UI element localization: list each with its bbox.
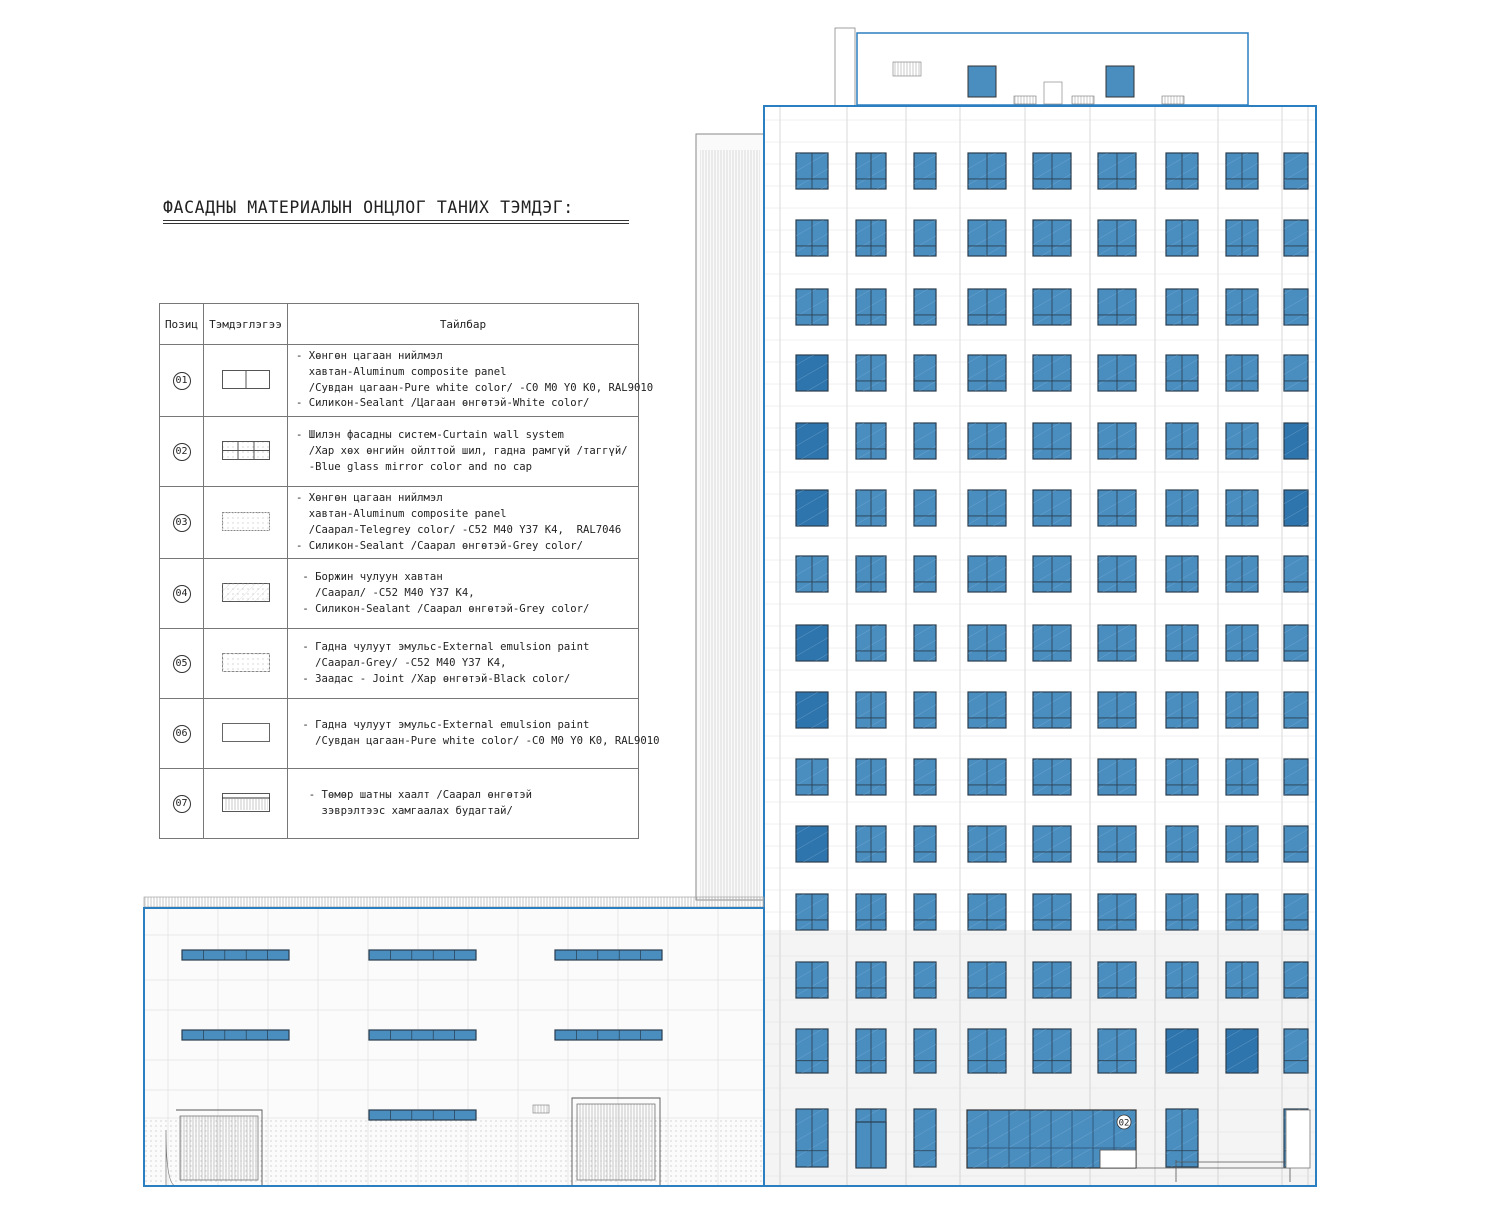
window [1226, 556, 1258, 592]
callout-02-bubble [1117, 1115, 1131, 1129]
window [968, 490, 1006, 526]
description-line: - Төмөр шатны хаалт /Саарал өнгөтэй [296, 789, 532, 802]
window [1098, 692, 1136, 728]
position-number-circle: 07 [173, 795, 191, 813]
legend-swatch-split-panel [204, 345, 288, 417]
window [856, 962, 886, 998]
description-line: /Сувдан цагаан-Pure white color/ -C0 M0 Y0 K0, RAL9010 [296, 381, 654, 394]
window [1033, 556, 1071, 592]
window [796, 153, 828, 189]
window [1226, 355, 1258, 391]
window [1098, 826, 1136, 862]
window [968, 962, 1006, 998]
description-line: - Хөнгөн цагаан нийлмэл [296, 492, 443, 505]
window [1284, 556, 1308, 592]
description-line: /Саарал/ -C52 M40 Y37 K4, [296, 586, 475, 599]
window [856, 220, 886, 256]
window [914, 759, 936, 795]
window [1033, 1029, 1071, 1073]
window [968, 692, 1006, 728]
window [796, 556, 828, 592]
window [1166, 759, 1198, 795]
window [796, 355, 828, 391]
window [1098, 962, 1136, 998]
ribbon-window [369, 950, 476, 960]
legend-swatch-emulsion-grey [204, 629, 288, 699]
window [914, 1109, 936, 1167]
window [856, 556, 886, 592]
window [1166, 962, 1198, 998]
legend-row-04 [160, 559, 639, 629]
window [1166, 423, 1198, 459]
podium-block [144, 897, 764, 1186]
window [856, 1029, 886, 1073]
legend-position [160, 769, 204, 839]
window [1284, 423, 1308, 459]
window [1098, 289, 1136, 325]
window [1226, 490, 1258, 526]
window [1166, 153, 1198, 189]
description-line: /Хар хөх өнгийн ойлттой шил, гадна рамгүй /таггүй/ [296, 444, 628, 457]
window [796, 962, 828, 998]
legend-description [288, 769, 639, 839]
entrance-curtain-wall [967, 1110, 1136, 1168]
window [856, 625, 886, 661]
legend-swatch-dotted-panel [204, 487, 288, 559]
window [1284, 1029, 1308, 1073]
facade-material-legend [159, 303, 660, 839]
window [968, 423, 1006, 459]
legend-swatch-curtain-wall [204, 417, 288, 487]
window [914, 894, 936, 930]
window [796, 759, 828, 795]
window [968, 1029, 1006, 1073]
description-line: хавтан-Aluminum composite panel [296, 507, 507, 520]
window [1166, 556, 1198, 592]
legend-description [288, 417, 639, 487]
description-line: - Гадна чулуут эмульс-External emulsion paint [296, 641, 590, 654]
legend-position [160, 559, 204, 629]
window [1098, 355, 1136, 391]
legend-position [160, 699, 204, 769]
window [1033, 355, 1071, 391]
window [1033, 759, 1071, 795]
window [1166, 490, 1198, 526]
legend-description [288, 487, 639, 559]
window [968, 625, 1006, 661]
description-line: зэврэлтээс хамгаалах будагтай/ [296, 804, 513, 817]
window [1284, 692, 1308, 728]
window [1226, 289, 1258, 325]
description-line: - Заадас - Joint /Хар өнгөтэй-Black color/ [296, 672, 571, 685]
window [1033, 894, 1071, 930]
window [1284, 289, 1308, 325]
window [968, 220, 1006, 256]
legend-description [288, 559, 639, 629]
window [856, 423, 886, 459]
window [914, 556, 936, 592]
window [1166, 625, 1198, 661]
legend-row-05 [160, 629, 639, 699]
legend-position [160, 629, 204, 699]
window [1226, 962, 1258, 998]
legend-position [160, 345, 204, 417]
legend-row-03 [160, 487, 639, 559]
window [1098, 625, 1136, 661]
position-number-circle: 03 [173, 514, 191, 532]
garage-door-left [166, 1110, 262, 1186]
position-number-circle: 01 [173, 372, 191, 390]
window [1098, 556, 1136, 592]
legend-row-06 [160, 699, 639, 769]
legend-swatch-railing [204, 769, 288, 839]
legend-description [288, 699, 660, 769]
description-line: -Blue glass mirror color and no cap [296, 460, 532, 473]
window [796, 490, 828, 526]
window [1226, 625, 1258, 661]
window [856, 759, 886, 795]
description-line: - Силикон-Sealant /Саарал өнгөтэй-Grey color/ [296, 539, 584, 552]
side-entrance-door [856, 1122, 886, 1168]
window [1284, 826, 1308, 862]
window [1033, 153, 1071, 189]
window [914, 153, 936, 189]
position-number-circle: 05 [173, 655, 191, 673]
ribbon-window [555, 950, 662, 960]
position-number-circle: 06 [173, 725, 191, 743]
window [914, 826, 936, 862]
window [1284, 153, 1308, 189]
description-line: - Силикон-Sealant /Цагаан өнгөтэй-White color/ [296, 397, 590, 410]
window [1098, 759, 1136, 795]
window [1284, 759, 1308, 795]
legend-swatch-stone [204, 559, 288, 629]
window [1033, 220, 1071, 256]
garage-door-right [572, 1098, 660, 1186]
window [1166, 894, 1198, 930]
window [1166, 826, 1198, 862]
window [1033, 625, 1071, 661]
position-number-circle: 04 [173, 585, 191, 603]
ribbon-window [369, 1030, 476, 1040]
window [1033, 490, 1071, 526]
window [914, 289, 936, 325]
window [1166, 1109, 1198, 1167]
legend-description [288, 629, 639, 699]
window [968, 355, 1006, 391]
description-line: хавтан-Aluminum composite panel [296, 365, 507, 378]
legend-position [160, 487, 204, 559]
window [968, 556, 1006, 592]
window [1033, 826, 1071, 862]
window [1098, 220, 1136, 256]
description-line: /Саарал-Grey/ -C52 M40 Y37 K4, [296, 656, 507, 669]
window [1284, 894, 1308, 930]
window [1226, 153, 1258, 189]
window [914, 1029, 936, 1073]
window [1098, 1029, 1136, 1073]
window [968, 759, 1006, 795]
window [1226, 692, 1258, 728]
window [968, 289, 1006, 325]
description-line: /Сувдан цагаан-Pure white color/ -C0 M0 Y0 K0, RAL9010 [296, 734, 660, 747]
window [1226, 759, 1258, 795]
window [1166, 220, 1198, 256]
window [796, 692, 828, 728]
window [856, 490, 886, 526]
window [856, 894, 886, 930]
ribbon-window [182, 1030, 289, 1040]
description-line: /Саарал-Telegrey color/ -C52 M40 Y37 K4, RAL7046 [296, 523, 622, 536]
legend-row-07 [160, 769, 639, 839]
description-line: - Боржин чулуун хавтан [296, 571, 443, 584]
description-line: - Силикон-Sealant /Саарал өнгөтэй-Grey color/ [296, 602, 590, 615]
window [796, 423, 828, 459]
window [1033, 423, 1071, 459]
window [796, 625, 828, 661]
main-tower [764, 106, 1316, 1186]
window [914, 692, 936, 728]
window [914, 490, 936, 526]
window [1033, 962, 1071, 998]
ribbon-window [555, 1030, 662, 1040]
window [1284, 625, 1308, 661]
ribbon-window [369, 1110, 476, 1120]
window [1284, 220, 1308, 256]
window [1284, 962, 1308, 998]
window [1166, 289, 1198, 325]
window [1226, 826, 1258, 862]
window [1033, 692, 1071, 728]
header-symbol: Тэмдэглэгээ [204, 304, 288, 345]
window [914, 423, 936, 459]
window [914, 625, 936, 661]
callout-02-text: 02 [1118, 1118, 1130, 1129]
legend-row-02 [160, 417, 639, 487]
window [1226, 894, 1258, 930]
window [914, 220, 936, 256]
legend-row-01 [160, 345, 639, 417]
window [1098, 490, 1136, 526]
window [1226, 423, 1258, 459]
window [1284, 355, 1308, 391]
legend-description [288, 345, 654, 417]
rear-tower [696, 134, 764, 900]
legend-position [160, 417, 204, 487]
legend-title: ФАСАДНЫ МАТЕРИАЛЫН ОНЦЛОГ ТАНИХ ТЭМДЭГ: [163, 198, 629, 221]
window [1226, 1029, 1258, 1073]
legend-swatch-emulsion-white [204, 699, 288, 769]
ribbon-window [182, 950, 289, 960]
window [1166, 692, 1198, 728]
window [796, 894, 828, 930]
window [1226, 220, 1258, 256]
window [968, 153, 1006, 189]
description-line: - Хөнгөн цагаан нийлмэл [296, 350, 443, 362]
window [856, 289, 886, 325]
window [1098, 423, 1136, 459]
window [796, 220, 828, 256]
window [914, 962, 936, 998]
window [796, 1109, 828, 1167]
description-line: - Шилэн фасадны систем-Curtain wall system [296, 428, 564, 441]
legend-header-row [160, 304, 639, 345]
description-line: - Гадна чулуут эмульс-External emulsion paint [296, 719, 590, 732]
window [968, 826, 1006, 862]
window [796, 1029, 828, 1073]
window [796, 826, 828, 862]
window [1166, 1029, 1198, 1073]
window [914, 355, 936, 391]
window [1098, 894, 1136, 930]
header-description: Тайлбар [288, 304, 639, 345]
window [856, 826, 886, 862]
window [1098, 153, 1136, 189]
window [1033, 289, 1071, 325]
header-position: Позиц [160, 304, 204, 345]
window [856, 692, 886, 728]
window [1166, 355, 1198, 391]
rooftop-penthouse [835, 28, 1248, 106]
window [856, 355, 886, 391]
position-number-circle: 02 [173, 443, 191, 461]
window [796, 289, 828, 325]
window [856, 153, 886, 189]
window [1284, 490, 1308, 526]
window [968, 894, 1006, 930]
